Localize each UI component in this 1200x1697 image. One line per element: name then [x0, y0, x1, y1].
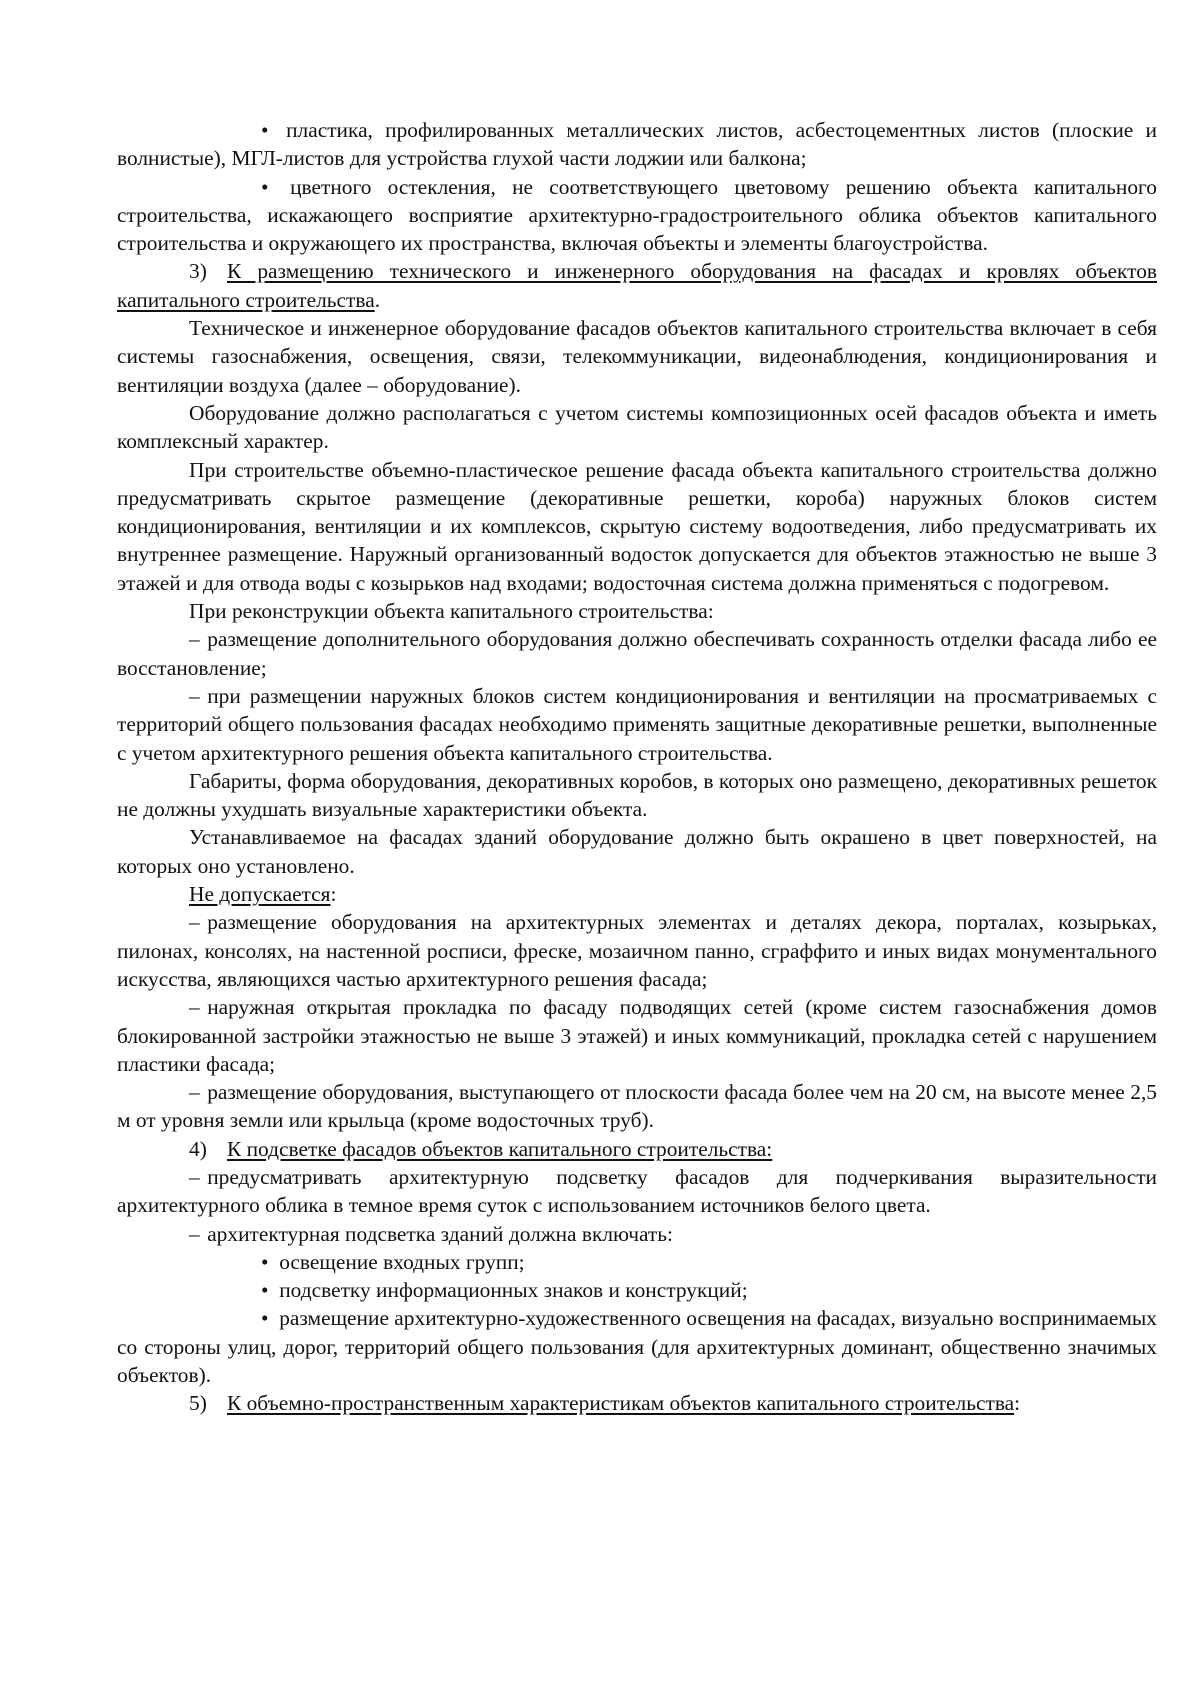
- dash-item-lighting-includes: [117, 1220, 1157, 1248]
- label-text: Не допускается: [189, 882, 331, 907]
- dash-item-networks: [117, 993, 1157, 1078]
- dash-marker: –: [189, 910, 200, 935]
- paragraph-equipment-placement: [117, 399, 1157, 456]
- paragraph-equipment-definition: [117, 314, 1157, 399]
- section-title-tail: :: [1014, 1391, 1021, 1416]
- section-heading-5: [117, 1389, 1157, 1417]
- bullet-marker: •: [261, 1249, 269, 1274]
- paragraph-text: предусматривать архитектурную подсветку фасадов для подчеркивания выразительности архитектурного облика в темное время суток с использованием источников белого цвета.: [117, 1164, 1157, 1218]
- paragraph-text: При реконструкции объекта капитального строительства:: [189, 599, 714, 624]
- paragraph-text: архитектурная подсветка зданий должна включать:: [207, 1221, 673, 1246]
- dash-marker: –: [189, 1164, 200, 1189]
- section-title: К объемно-пространственным характеристикам объектов капитального строительства: [227, 1391, 1015, 1416]
- paragraph-text: Устанавливаемое на фасадах зданий оборудование должно быть окрашено в цвет поверхностей, на которых оно установлено.: [117, 825, 1157, 878]
- paragraph-text: размещение дополнительного оборудования должно обеспечивать сохранность отделки фасада либо ее восстановление;: [117, 627, 1157, 680]
- paragraph-text: размещение архитектурно-художественного освещения на фасадах, визуально воспринимаемых со стороны улиц, дорог, территорий общего пользования (для архитектурных доминант, общественно значимых объектов).: [117, 1306, 1157, 1388]
- paragraph-text: пластика, профилированных металлических листов, асбестоцементных листов (плоские и волнистые), МГЛ-листов для устройства глухой части лоджии или балкона;: [117, 118, 1157, 171]
- dash-item-protrusion: [117, 1078, 1157, 1135]
- paragraph-text: Оборудование должно располагаться с учетом системы композиционных осей фасадов объекта и иметь комплексный характер.: [117, 400, 1157, 454]
- paragraph-text: размещение оборудования на архитектурных элементах и деталях декора, порталах, козырьках, пилонах, консолях, на настенной росписи, фреске, мозаичном панно, сграффито и иных видах монументального искусства, являющихся частью архитектурного решения фасада;: [117, 910, 1157, 991]
- section-heading-3: [117, 257, 1157, 314]
- paragraph-text: освещение входных групп;: [279, 1249, 525, 1274]
- paragraph-text: подсветку информационных знаков и конструкций;: [279, 1278, 748, 1303]
- paragraph-text: При строительстве объемно-пластическое решение фасада объекта капитального строительства должно предусматривать скрытое размещение (декоративные решетки, короба) наружных блоков систем кондиционирования, вентиляции и их комплексов, скрытую систему водоотведения, либо предусматривать их внутреннее размещение. Наружный организованный водосток допускается для объектов этажностью не выше 3 этажей и для отвода воды с козырьков над входами; водосточная система должна применяться с подогревом.: [117, 457, 1157, 595]
- dash-marker: –: [189, 1080, 200, 1105]
- bullet-colored-glazing: [117, 173, 1157, 258]
- paragraph-text: Техническое и инженерное оборудование фасадов объектов капитального строительства включает в себя системы газоснабжения, освещения, связи, телекоммуникации, видеонаблюдения, кондиционирования и вентиляции воздуха (далее – оборудование).: [117, 316, 1157, 397]
- dash-item-decor: [117, 908, 1157, 993]
- dash-marker: –: [189, 995, 200, 1020]
- section-title-tail: .: [374, 287, 381, 312]
- bullet-sign-lighting: [117, 1276, 1157, 1304]
- bullet-entrance-lighting: [117, 1248, 1157, 1276]
- paragraph-text: Габариты, форма оборудования, декоративных коробов, в которых оно размещено, декоративных решеток не должны ухудшать визуальные характеристики объекта.: [117, 768, 1157, 822]
- section-title: К размещению технического и инженерного оборудования на фасадах и кровлях объектов капитального строительства: [117, 259, 1157, 312]
- section-title: К подсветке фасадов объектов капитального строительства:: [227, 1136, 773, 1161]
- section-heading-4: [117, 1135, 1157, 1163]
- paragraph-text: при размещении наружных блоков систем кондиционирования и вентиляции на просматриваемых с территорий общего пользования фасадах необходимо применять защитные декоративные решетки, выполненные с учетом архитектурного решения объекта капитального строительства.: [117, 683, 1157, 765]
- section-number: 3): [189, 259, 207, 284]
- paragraph-reconstruction: [117, 597, 1157, 625]
- dash-item-lighting: [117, 1163, 1157, 1220]
- bullet-artistic-lighting: [117, 1304, 1157, 1389]
- dash-item-grilles: [117, 682, 1157, 767]
- dash-marker: –: [189, 1221, 200, 1246]
- document-page: [117, 116, 1157, 1418]
- bullet-plastic: [117, 116, 1157, 173]
- paragraph-construction: [117, 456, 1157, 597]
- paragraph-dimensions: [117, 767, 1157, 824]
- dash-marker: –: [189, 683, 200, 708]
- label-tail: :: [330, 882, 337, 907]
- bullet-marker: •: [261, 118, 269, 142]
- bullet-marker: •: [261, 1278, 269, 1303]
- section-number: 5): [189, 1391, 207, 1416]
- paragraph-text: цветного остекления, не соответствующего цветовому решению объекта капитального строительства, искажающего восприятие архитектурно-градостроительного облика объектов капитального строительства и окружающего их пространства, включая объекты и элементы благоустройства.: [117, 174, 1157, 256]
- dash-item-finish: [117, 625, 1157, 682]
- label-not-allowed: [117, 880, 1157, 908]
- dash-marker: –: [189, 627, 200, 652]
- paragraph-painting: [117, 823, 1157, 880]
- bullet-marker: •: [261, 1306, 269, 1331]
- section-number: 4): [189, 1136, 207, 1161]
- paragraph-text: наружная открытая прокладка по фасаду подводящих сетей (кроме систем газоснабжения домов блокированной застройки этажностью не выше 3 этажей) и иных коммуникаций, прокладка сетей с нарушением пластики фасада;: [117, 995, 1157, 1076]
- bullet-marker: •: [261, 174, 269, 199]
- paragraph-text: размещение оборудования, выступающего от плоскости фасада более чем на 20 см, на высоте менее 2,5 м от уровня земли или крыльца (кроме водосточных труб).: [117, 1080, 1157, 1133]
